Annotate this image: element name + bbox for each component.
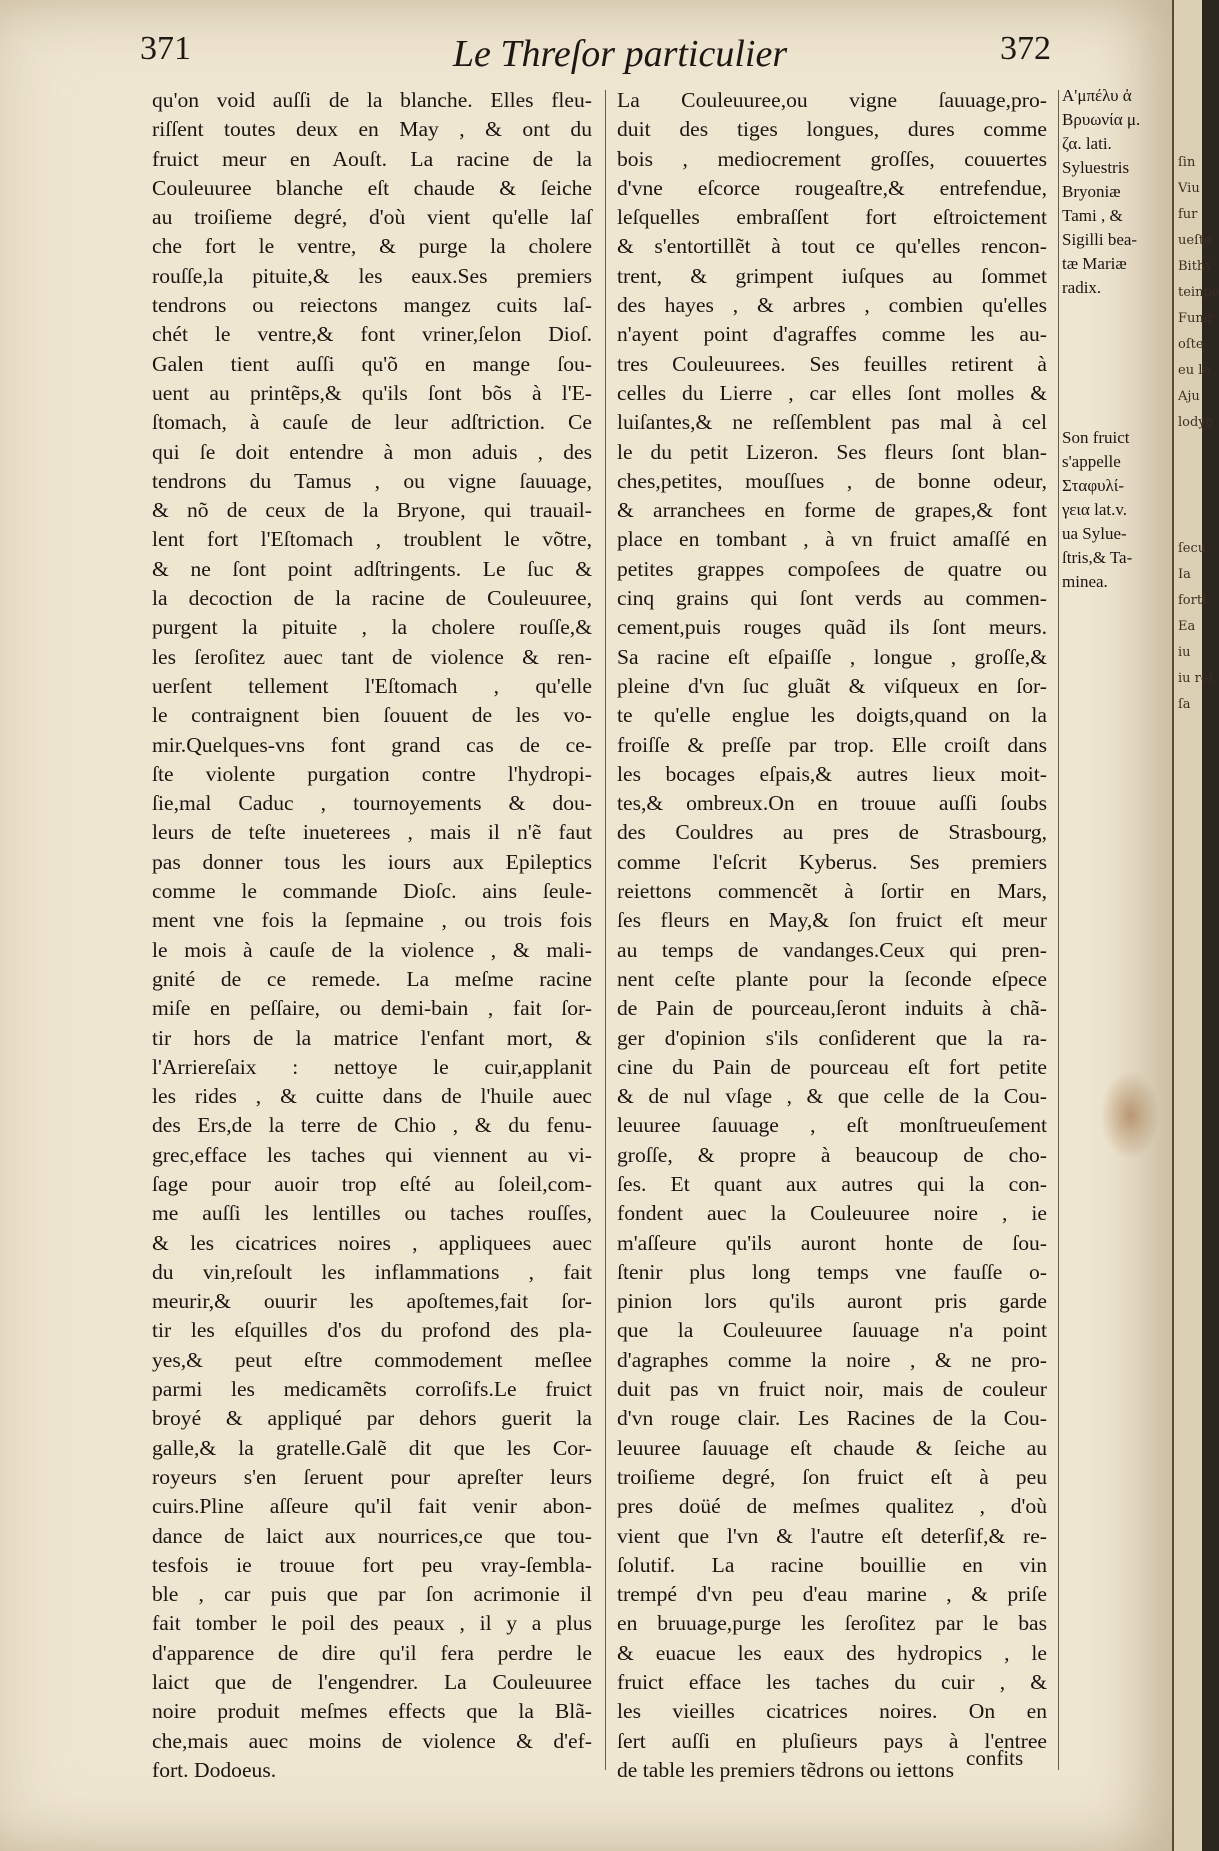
text-line: au temps de vandanges.Ceux qui pren- — [617, 937, 1047, 962]
text-line: bois , mediocrement groſſes, couuertes — [617, 146, 1047, 171]
text-line: ches,petites, mouſſues , de bonne odeur, — [617, 468, 1047, 493]
facing-page-fragment: ueſte — [1178, 233, 1212, 248]
text-line: groſſe, & propre à beaucoup de cho- — [617, 1142, 1047, 1167]
text-line: uerſent tellement l'Eſtomach , qu'elle — [152, 673, 592, 698]
text-line: yes,& peut eſtre commodement meſlee — [152, 1347, 592, 1372]
margin-note-fruit — [1062, 426, 1170, 594]
facing-page-fragment: fur — [1178, 207, 1198, 222]
text-line: parmi les medicamẽts corroſifs.Le fruict — [152, 1377, 592, 1402]
margin-rule — [1058, 90, 1059, 1770]
text-line: reiettons commencẽt à ſortir en Mars, — [617, 879, 1047, 904]
text-line: La Couleuuree,ou vigne ſauuage,pro- — [617, 88, 1047, 112]
facing-page-fragment: eu le — [1178, 363, 1211, 378]
margin-note-line: Βρυωνία μ. — [1062, 110, 1141, 129]
margin-note-line: tæ Mariæ — [1062, 254, 1127, 273]
text-line: le mois à cauſe de la violence , & mali- — [152, 937, 592, 962]
text-line: riſſent toutes deux en May , & ont du — [152, 117, 592, 142]
margin-note-line: ua Sylue- — [1062, 524, 1127, 543]
text-line: broyé & appliqué par dehors guerit la — [152, 1406, 592, 1431]
text-line: pres doüé de meſmes qualitez , d'où — [617, 1494, 1047, 1519]
text-line: fruict meur en Aouſt. La racine de la — [152, 146, 592, 171]
text-line: trent, & grimpent iuſques au ſommet — [617, 263, 1047, 288]
text-line: & euacue les eaux des hydropics , le — [617, 1640, 1047, 1665]
facing-page-fragment: Aju — [1178, 389, 1200, 404]
text-line: tir les eſquilles d'os du profond des pla- — [152, 1318, 592, 1343]
facing-page-fragment: Ia — [1178, 567, 1191, 582]
page-number-right: 372 — [1000, 30, 1051, 67]
text-line: grec,efface les taches qui viennent au vi- — [152, 1142, 592, 1167]
text-line: d'vne eſcorce rougeaſtre,& entrefendue, — [617, 175, 1047, 200]
margin-note-line: s'appelle — [1062, 452, 1121, 471]
paper-stain — [1100, 1070, 1160, 1160]
text-line: cine du Pain de pourceau eſt fort petite — [617, 1054, 1047, 1079]
text-line: miſe en peſſaire, ou demi-bain , fait ſor- — [152, 996, 592, 1021]
text-line: le contraignent bien ſouuent de les vo- — [152, 703, 592, 728]
facing-page-fragment: ſin — [1178, 155, 1196, 170]
text-line: & de nul vſage , & que celle de la Cou- — [617, 1084, 1047, 1109]
text-line: l'Arriereſaix : nettoye le cuir,applanit — [152, 1054, 592, 1079]
text-line: ſte violente purgation contre l'hydropi- — [152, 761, 592, 786]
text-line: petites grappes compoſees de quatre ou — [617, 556, 1047, 581]
text-line: leſquelles embraſſent fort eſtroictement — [617, 205, 1047, 230]
margin-note-line: radix. — [1062, 278, 1102, 297]
text-line: froiſſe & preſſe par trop. Elle croiſt dans — [617, 732, 1047, 757]
text-line: duit des tiges longues, dures comme — [617, 117, 1047, 142]
text-line: qui ſe doit entendre à mon aduis , des — [152, 439, 592, 464]
text-line: des Ers,de la terre de Chio , & du fenu- — [152, 1113, 592, 1138]
text-line: lent fort l'Eſtomach , troublent le võtre, — [152, 527, 592, 552]
text-line: les vieilles cicatrices noires. On en — [617, 1699, 1047, 1724]
text-line: uent au printẽps,& qu'ils ſont bõs à l'E- — [152, 380, 592, 405]
text-line: ſage pour auoir trop eſté au ſoleil,com- — [152, 1171, 592, 1196]
text-line: d'apparence de dire qu'il fera perdre le — [152, 1640, 592, 1665]
text-line: purgent la pituite , la cholere rouſſe,& — [152, 615, 592, 640]
text-line: fait tomber le poil des peaux , il y a plus — [152, 1611, 592, 1636]
text-line: leuuree ſauuage , eſt monſtrueuſement — [617, 1113, 1047, 1138]
margin-note-line: Tami , & — [1062, 206, 1123, 225]
margin-note-line: γεια lat.v. — [1062, 500, 1127, 519]
text-line: en bruuage,purge les ſeroſitez par le bas — [617, 1611, 1047, 1636]
facing-page-fragment: Ea — [1178, 619, 1196, 634]
text-line: ſes fleurs en May,& ſon fruict eſt meur — [617, 908, 1047, 933]
text-line: cuirs.Pline aſſeure qu'il fait venir abon- — [152, 1494, 592, 1519]
text-line: fort. Dodoeus. — [152, 1757, 277, 1782]
margin-note-line: Sigilli bea- — [1062, 230, 1138, 249]
facing-page-fragment: ſecu — [1178, 541, 1207, 556]
text-line: comme l'eſcrit Kyberus. Ses premiers — [617, 849, 1047, 874]
text-line: mir.Quelques-vns font grand cas de ce- — [152, 732, 592, 757]
text-line: royeurs s'en ſeruent pour apreſter leurs — [152, 1464, 592, 1489]
text-line: qu'on void auſſi de la blanche. Elles fleu- — [152, 88, 592, 112]
page-number-left: 371 — [140, 30, 191, 67]
margin-note-line: Bryoniæ — [1062, 182, 1121, 201]
text-line: tesfois ie trouue fort peu vray-ſembla- — [152, 1552, 592, 1577]
text-line: les rides , & cuitte dans de l'huile auec — [152, 1084, 592, 1109]
text-line: place en tombant , à vn fruict amaſſé en — [617, 527, 1047, 552]
text-line: ſtenir plus long temps vne fauſſe o- — [617, 1259, 1047, 1284]
text-line: laict que de l'engendrer. La Couleuuree — [152, 1670, 592, 1695]
facing-page-fragment: Funir — [1178, 311, 1215, 326]
text-line: des hayes , & arbres , combien qu'elles — [617, 293, 1047, 318]
margin-note-line: Σταφυλί- — [1062, 476, 1125, 495]
facing-page-edge — [1172, 0, 1219, 1851]
text-line: trempé d'vn peu d'eau marine , & priſe — [617, 1582, 1047, 1607]
text-line: cinq grains qui ſont verds au commen- — [617, 586, 1047, 611]
text-line: nent ceſte plante pour la ſeconde eſpece — [617, 966, 1047, 991]
margin-note-line: Α'μπέλυ ἀ — [1062, 86, 1132, 105]
text-line: le du petit Lizeron. Ses fleurs ſont blan- — [617, 439, 1047, 464]
text-line: leuuree ſauuage eſt chaude & ſeiche au — [617, 1435, 1047, 1460]
facing-page-fragment: oſte — [1178, 337, 1204, 352]
text-line: d'vn rouge clair. Les Racines de la Cou- — [617, 1406, 1047, 1431]
facing-page-fragment: iu rel — [1178, 671, 1213, 686]
text-line: me auſſi les lentilles ou taches rouſſes, — [152, 1201, 592, 1226]
facing-page-fragment: fortt — [1178, 593, 1208, 608]
facing-page-fragment: Viu — [1178, 181, 1200, 196]
text-line: ſert auſſi en pluſieurs pays à l'entree — [617, 1728, 1047, 1753]
text-line: ſie,mal Caduc , tournoyements & dou- — [152, 791, 592, 816]
text-line: n'ayent point d'agraffes comme les au- — [617, 322, 1047, 347]
text-line: ſes. Et quant aux autres qui la con- — [617, 1171, 1047, 1196]
text-line: pas donner tous les iours aux Epileptics — [152, 849, 592, 874]
facing-page-fragment: ſa — [1178, 697, 1191, 712]
margin-note-line: ζα. lati. — [1062, 134, 1112, 153]
text-line: che,mais auec moins de violence & d'ef- — [152, 1728, 592, 1753]
text-line: meurir,& ouurir les apoſtemes,fait ſor- — [152, 1289, 592, 1314]
text-line: fondent auec la Couleuuree noire , ie — [617, 1201, 1047, 1226]
text-line: chét le ventre,& font vriner,ſelon Dioſ. — [152, 322, 592, 347]
text-line: pleine d'vn ſuc gluãt & viſqueux en ſor- — [617, 673, 1047, 698]
text-line: ſtomach, à cauſe de leur adſtriction. Ce — [152, 410, 592, 435]
catchword: confits — [966, 1746, 1024, 1770]
text-line: vient que l'vn & l'autre eſt deterſif,& re- — [617, 1523, 1047, 1548]
text-line: fruict efface les taches du cuir , & — [617, 1670, 1047, 1695]
text-line: comme le commande Dioſc. ains ſeule- — [152, 879, 592, 904]
text-line: que la Couleuuree ſauuage n'a point — [617, 1318, 1047, 1343]
margin-note-line: minea. — [1062, 572, 1108, 591]
text-line: cement,puis rouges quãd ils ſont meurs. — [617, 615, 1047, 640]
text-line: & ne ſont point adſtringents. Le ſuc & — [152, 556, 592, 581]
text-line: au troiſieme degré, d'où vient qu'elle laſ — [152, 205, 592, 230]
text-line: ger d'opinion s'ils conſiderent que la ra- — [617, 1025, 1047, 1050]
text-line: dance de laict aux nourrices,ce que tou- — [152, 1523, 592, 1548]
text-line: ble , car puis que par ſon acrimonie il — [152, 1582, 592, 1607]
text-line: Galen tient auſſi qu'õ en mange ſou- — [152, 351, 592, 376]
text-line: m'aſſeure qu'ils auront honte de ſou- — [617, 1230, 1047, 1255]
text-line: des Couldres au pres de Strasbourg, — [617, 820, 1047, 845]
running-title: Le Threſor particulier — [452, 33, 788, 75]
text-line: de table les premiers tẽdrons ou iettons — [617, 1757, 955, 1782]
text-line: che fort le ventre, & purge la cholere — [152, 234, 592, 259]
text-line: pinion lors qu'ils auront pris garde — [617, 1289, 1047, 1314]
text-line: les ſeroſitez auec tant de violence & ren- — [152, 644, 592, 669]
text-line: tendrons du Tamus , ou vigne ſauuage, — [152, 468, 592, 493]
margin-note-line: Son fruict — [1062, 428, 1130, 447]
text-line: tes,& ombreux.On en trouue auſſi ſoubs — [617, 791, 1047, 816]
text-line: rouſſe,la pituite,& les eaux.Ses premiers — [152, 263, 592, 288]
text-line: tir hors de la matrice l'enfant mort, & — [152, 1025, 592, 1050]
text-line: noire produit meſmes effects que la Blã- — [152, 1699, 592, 1724]
facing-page-fragment: lodyꝺ — [1178, 415, 1214, 430]
text-line: te qu'elle englue les doigts,quand on la — [617, 703, 1047, 728]
facing-page-fragment: Bithy — [1178, 259, 1213, 274]
right-text-column — [617, 86, 1047, 1785]
margin-note-line: Syluestris — [1062, 158, 1130, 177]
facing-page-fragment: teinpe — [1178, 285, 1219, 300]
text-line: leurs de teſte inueterees , mais il n'ẽ faut — [152, 820, 592, 845]
text-line: duit pas vn fruict noir, mais de couleur — [617, 1377, 1047, 1402]
text-line: gnité de ce remede. La meſme racine — [152, 966, 592, 991]
text-line: les bocages eſpais,& autres lieux moit- — [617, 761, 1047, 786]
text-line: troiſieme degré, ſon fruict eſt à peu — [617, 1464, 1047, 1489]
facing-page-fragment: iu — [1178, 645, 1191, 660]
text-line: & arranchees en forme de grapes,& font — [617, 498, 1047, 523]
text-line: de Pain de pourceau,ſeront induits à chã- — [617, 996, 1047, 1021]
text-line: ſolutif. La racine bouillie en vin — [617, 1552, 1047, 1577]
text-line: tres Couleuurees. Ses feuilles retirent à — [617, 351, 1047, 376]
text-line: la decoction de la racine de Couleuuree, — [152, 586, 592, 611]
text-line: Sa racine eſt eſpaiſſe , longue , groſſe,& — [617, 644, 1047, 669]
text-line: ment vne fois la ſepmaine , ou trois fois — [152, 908, 592, 933]
text-line: tendrons ou reiectons mangez cuits laſ- — [152, 293, 592, 318]
text-line: d'agraphes comme la noire , & ne pro- — [617, 1347, 1047, 1372]
text-line: Couleuuree blanche eſt chaude & ſeiche — [152, 175, 592, 200]
text-line: & les cicatrices noires , appliquees auec — [152, 1230, 592, 1255]
text-line: & s'entortillẽt à tout ce qu'elles rencon- — [617, 234, 1047, 259]
text-line: & nõ de ceux de la Bryone, qui trauail- — [152, 498, 592, 523]
text-line: galle,& la gratelle.Galẽ dit que les Cor- — [152, 1435, 592, 1460]
text-line: du vin,reſoult les inflammations , fait — [152, 1259, 592, 1284]
text-line: luiſantes,& ne reſſemblent pas mal à cel — [617, 410, 1047, 435]
page-header — [0, 18, 1172, 88]
text-line: celles du Lierre , car elles ſont molles & — [617, 380, 1047, 405]
margin-note-line: ſtris,& Ta- — [1062, 548, 1133, 567]
margin-note-names — [1062, 84, 1170, 300]
left-text-column — [152, 86, 592, 1785]
column-rule — [605, 90, 606, 1770]
